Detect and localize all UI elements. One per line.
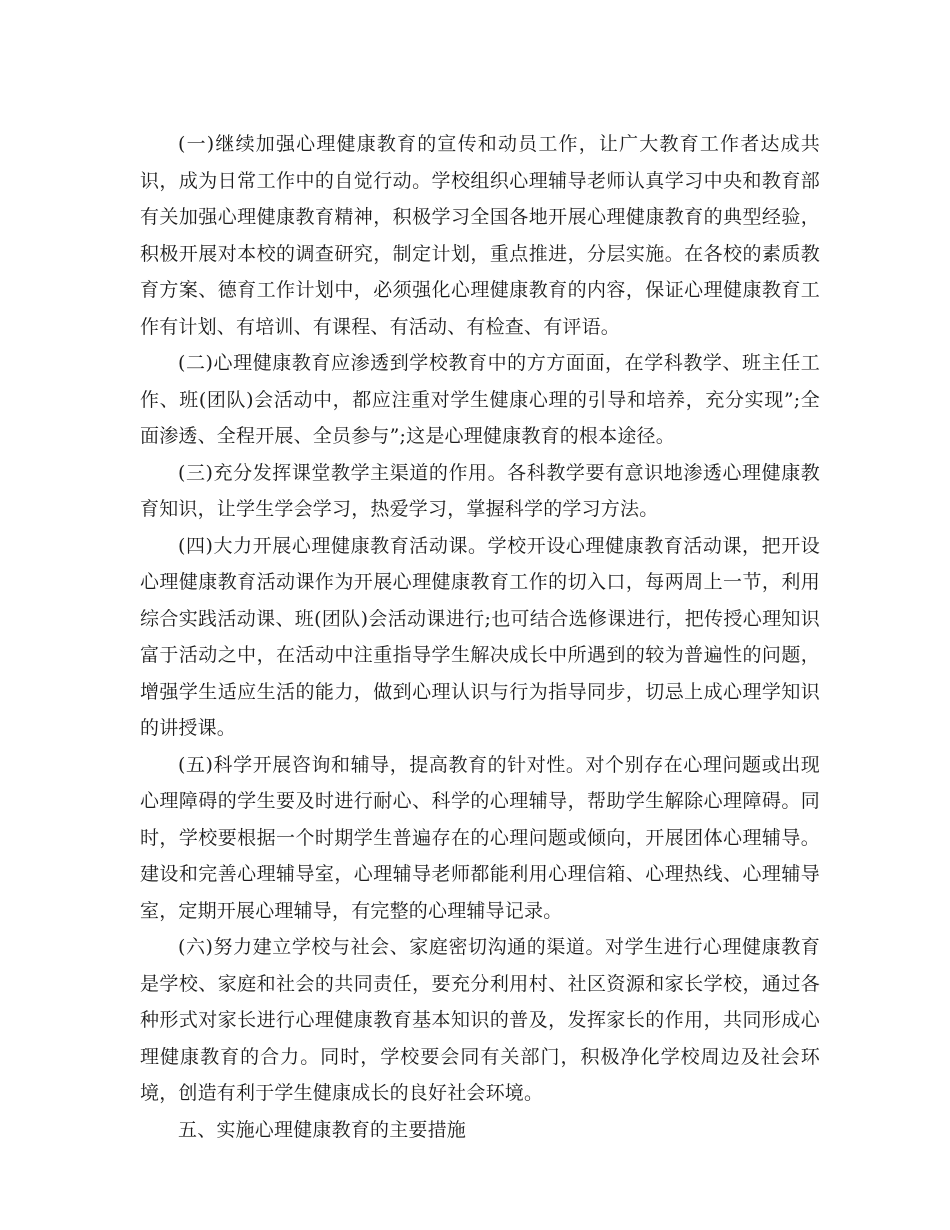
paragraph-3: (三)充分发挥课堂教学主渠道的作用。各科教学要有意识地渗透心理健康教育知识，让学生学会学习，热爱学习，掌握科学的学习方法。: [140, 461, 820, 520]
paragraph-6: (六)努力建立学校与社会、家庭密切沟通的渠道。对学生进行心理健康教育是学校、家庭和社会的共同责任，要充分利用村、社区资源和家长学校，通过各种形式对家长进行心理健康教育基本知识的普及，发挥家长的作用，共同形成心理健康教育的合力。同时，学校要会同有关部门，积极净化学校周边及社会环境，创造有利于学生健康成长的良好社会环境。: [140, 936, 820, 1104]
paragraph-5: (五)科学开展咨询和辅导，提高教育的针对性。对个别存在心理问题或出现心理障碍的学生要及时进行耐心、科学的心理辅导，帮助学生解除心理障碍。同时，学校要根据一个时期学生普遍存在的心理问题或倾向，开展团体心理辅导。建设和完善心理辅导室，心理辅导老师都能利用心理信箱、心理热线、心理辅导室，定期开展心理辅导，有完整的心理辅导记录。: [140, 753, 820, 922]
document-body: [140, 126, 820, 1148]
paragraph-2: (二)心理健康教育应渗透到学校教育中的方方面面，在学科教学、班主任工作、班(团队)会活动中，都应注重对学生健康心理的引导和培养，充分实现”;全面渗透、全程开展、全员参与”;这是心理健康教育的根本途径。: [140, 352, 820, 447]
section-heading: 五、实施心理健康教育的主要措施: [178, 1118, 467, 1141]
paragraph-1: (一)继续加强心理健康教育的宣传和动员工作，让广大教育工作者达成共识，成为日常工作中的自觉行动。学校组织心理辅导老师认真学习中央和教育部有关加强心理健康教育精神，积极学习全国各地开展心理健康教育的典型经验，积极开展对本校的调查研究，制定计划，重点推进，分层实施。在各校的素质教育方案、德育工作计划中，必须强化心理健康教育的内容，保证心理健康教育工作有计划、有培训、有课程、有活动、有检查、有评语。: [140, 133, 820, 338]
paragraph-4: (四)大力开展心理健康教育活动课。学校开设心理健康教育活动课，把开设心理健康教育活动课作为开展心理健康教育工作的切入口，每两周上一节，利用综合实践活动课、班(团队)会活动课进行;也可结合选修课进行，把传授心理知识富于活动之中，在活动中注重指导学生解决成长中所遇到的较为普遍性的问题，增强学生适应生活的能力，做到心理认识与行为指导同步，切忌上成心理学知识的讲授课。: [140, 534, 820, 739]
